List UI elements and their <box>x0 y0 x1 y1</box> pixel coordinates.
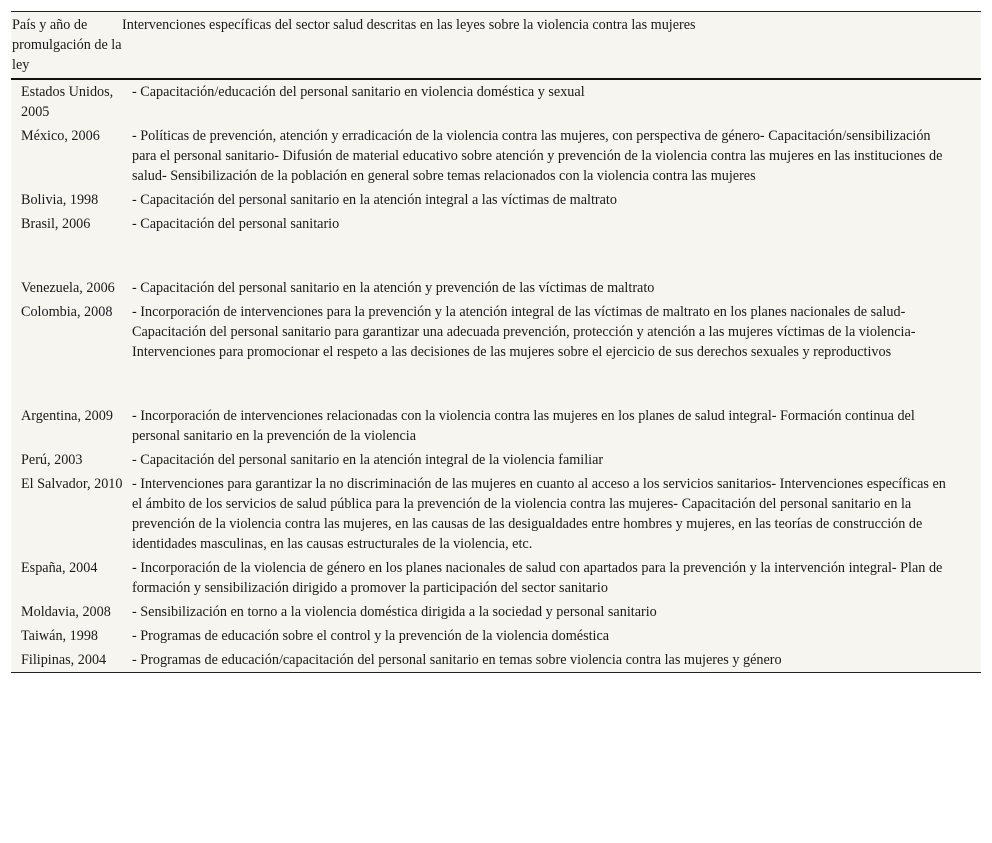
interventions-cell: - Programas de educación/capacitación del personal sanitario en temas sobre violencia contra las mujeres y género <box>132 652 782 668</box>
table-row <box>11 124 981 188</box>
country-cell: Perú, 2003 <box>21 452 83 468</box>
country-cell: Colombia, 2008 <box>21 304 113 320</box>
laws-table <box>11 11 981 673</box>
country-cell: Argentina, 2009 <box>21 408 113 424</box>
table-header <box>11 12 981 80</box>
country-cell: Venezuela, 2006 <box>21 280 115 296</box>
country-cell: España, 2004 <box>21 560 98 576</box>
table-row <box>11 624 981 648</box>
interventions-cell: - Intervenciones para garantizar la no discriminación de las mujeres en cuanto al acceso a los servicios sanitarios- Intervenciones específicas en el ámbito de los servicios de salud pública para la prevención de la violencia contra las mujeres- Capacitación del personal sanitario en la prevención de la violencia contra las mujeres, en las causas de las desigualdades entre hombres y mujeres, en las teorías de construcción de identidades masculinas, en las causas estructurales de la violencia, etc. <box>132 476 946 552</box>
interventions-cell: - Capacitación del personal sanitario en la atención integral de la violencia familiar <box>132 452 604 468</box>
table-row <box>11 600 981 624</box>
interventions-cell: - Capacitación del personal sanitario en la atención integral a las víctimas de maltrato <box>132 192 617 208</box>
interventions-cell: - Incorporación de intervenciones relacionadas con la violencia contra las mujeres en los planes de salud integral- Formación continua del personal sanitario en la prevención de la violencia <box>132 408 915 444</box>
interventions-cell: - Programas de educación sobre el control y la prevención de la violencia doméstica <box>132 628 610 644</box>
interventions-cell: - Políticas de prevención, atención y erradicación de la violencia contra las mujeres, con perspectiva de género- Capacitación/sensibilización para el personal sanitario- Difusión de material educativo sobre atención y prevención de la violencia contra las mujeres en las instituciones de salud- Sensibilización de la población en general sobre temas relacionados con la violencia contra las mujeres <box>132 128 943 184</box>
table-row <box>11 648 981 672</box>
country-cell: Taiwán, 1998 <box>21 628 99 644</box>
interventions-cell: - Sensibilización en torno a la violencia doméstica dirigida a la sociedad y personal sanitario <box>132 604 657 620</box>
country-cell: Estados Unidos, 2005 <box>21 84 114 120</box>
table-row <box>11 212 981 276</box>
country-cell: Moldavia, 2008 <box>21 604 111 620</box>
country-cell: México, 2006 <box>21 128 100 144</box>
country-cell: Bolivia, 1998 <box>21 192 99 208</box>
country-cell: El Salvador, 2010 <box>21 476 123 492</box>
interventions-cell: - Capacitación del personal sanitario <box>132 216 340 232</box>
interventions-cell: - Capacitación del personal sanitario en la atención y prevención de las víctimas de maltrato <box>132 280 655 296</box>
header-interventions: Intervenciones específicas del sector salud descritas en las leyes sobre la violencia contra las mujeres <box>122 17 696 33</box>
table-row <box>11 404 981 448</box>
table-row <box>11 80 981 124</box>
country-cell: Filipinas, 2004 <box>21 652 107 668</box>
table-row <box>11 276 981 300</box>
country-cell: Brasil, 2006 <box>21 216 91 232</box>
table-row <box>11 448 981 472</box>
interventions-cell: - Incorporación de intervenciones para la prevención y la atención integral de las víctimas de maltrato en los planes nacionales de salud- Capacitación del personal sanitario para garantizar una adecuada prevención, protección y atención a las mujeres víctimas de la violencia- Intervenciones para promocionar el respeto a las decisiones de las mujeres sobre el ejercicio de sus derechos sexuales y reproductivos <box>132 304 916 360</box>
table-row <box>11 556 981 600</box>
interventions-cell: - Capacitación/educación del personal sanitario en violencia doméstica y sexual <box>132 84 585 100</box>
table-row <box>11 472 981 556</box>
interventions-cell: - Incorporación de la violencia de género en los planes nacionales de salud con apartados para la prevención y la intervención integral- Plan de formación y sensibilización dirigido a promover la participación del sector sanitario <box>132 560 943 596</box>
table-row <box>11 300 981 404</box>
table-row <box>11 188 981 212</box>
header-country-year: País y año de promulgación de la ley <box>12 17 122 73</box>
